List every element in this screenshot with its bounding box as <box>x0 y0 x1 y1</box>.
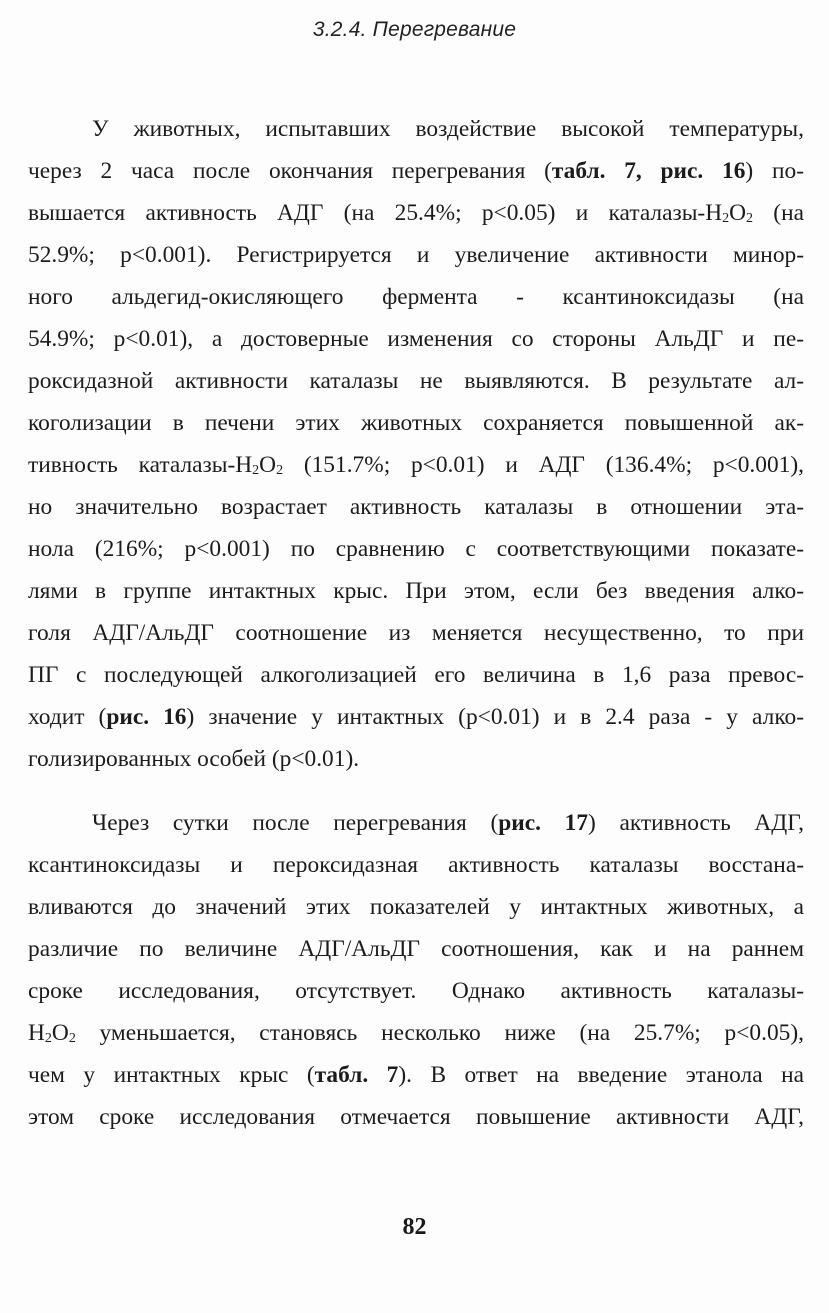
text-line: тивность каталазы-$H_2O_2$ (151.7%; p<0.01) и АДГ (136.4%; p<0.001), <box>28 452 804 478</box>
text-line: через 2 часа после окончания перегревания (табл. 7, рис. 16) по- <box>28 158 804 184</box>
text-line: $H_2O_2$ уменьшается, становясь несколько ниже (на 25.7%; p<0.05), <box>28 1020 804 1046</box>
text-line: Через сутки после перегревания (рис. 17) активность АДГ, <box>92 810 804 836</box>
text-line: 54.9%; p<0.01), а достоверные изменения со стороны АльДГ и пе- <box>28 326 804 352</box>
body-text <box>28 108 804 1138</box>
section-heading: 3.2.4. Перегревание <box>312 18 517 41</box>
text-line: У животных, испытавших воздействие высокой температуры, <box>92 116 804 142</box>
text-line: нола (216%; p<0.001) по сравнению с соответствующими показате- <box>28 536 804 562</box>
reference: рис. 16 <box>106 704 187 730</box>
text-line: ного альдегид-окисляющего фермента - ксантиноксидазы (на <box>28 284 804 310</box>
text-line: вливаются до значений этих показателей у интактных животных, а <box>28 894 804 920</box>
text-line: но значительно возрастает активность каталазы в отношении эта- <box>28 494 804 520</box>
text-line: сроке исследования, отсутствует. Однако активность каталазы- <box>28 978 804 1004</box>
text-line: различие по величине АДГ/АльДГ соотношения, как и на раннем <box>28 936 804 962</box>
reference: рис. 17 <box>498 810 589 836</box>
text-line: голизированных особей (p<0.01). <box>28 746 360 772</box>
text-line: ксантиноксидазы и пероксидазная активность каталазы восстана- <box>28 852 804 878</box>
text-line: этом сроке исследования отмечается повышение активности АДГ, <box>28 1104 804 1130</box>
reference: табл. 7 <box>314 1062 399 1088</box>
text-line: голя АДГ/АльДГ соотношение из меняется несущественно, то при <box>28 620 804 646</box>
text-line: роксидазной активности каталазы не выявляются. В результате ал- <box>28 368 804 394</box>
text-line: ПГ с последующей алкоголизацией его величина в 1,6 раза превос- <box>28 662 804 688</box>
text-line: чем у интактных крыс (табл. 7). В ответ на введение этанола на <box>28 1062 804 1088</box>
text-line: коголизации в печени этих животных сохраняется повышенной ак- <box>28 410 804 436</box>
page-number: 82 <box>402 1214 427 1240</box>
text-line: вышается активность АДГ (на 25.4%; p<0.05) и каталазы-$H_2O_2$ (на <box>28 200 804 226</box>
text-line: ходит (рис. 16) значение у интактных (p<0.01) и в 2.4 раза - у алко- <box>28 704 804 730</box>
reference: табл. 7, рис. 16 <box>551 158 746 184</box>
text-line: 52.9%; p<0.001). Регистрируется и увеличение активности минор- <box>28 242 804 268</box>
paragraph-gap <box>28 780 804 802</box>
text-line: лями в группе интактных крыс. При этом, если без введения алко- <box>28 578 804 604</box>
